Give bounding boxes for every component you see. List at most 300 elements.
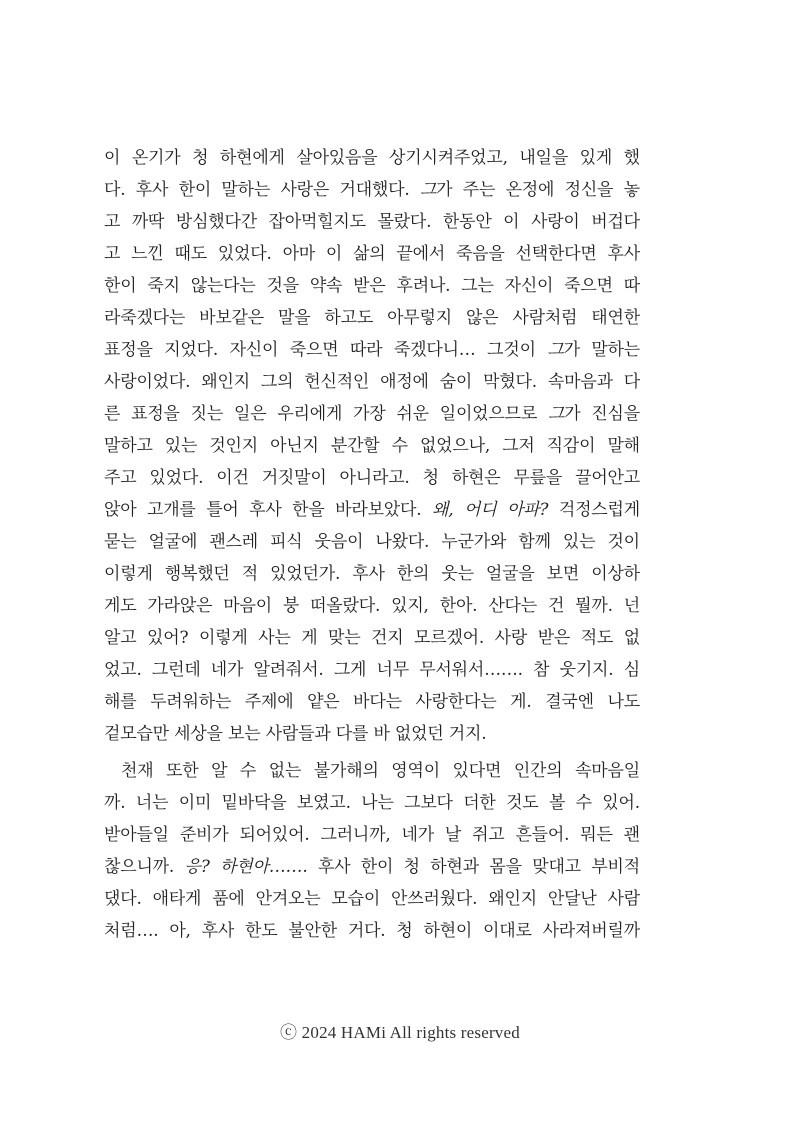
text: 걱정스럽게 bbox=[558, 500, 640, 520]
text: 얼굴에 bbox=[148, 532, 198, 552]
word bbox=[487, 334, 536, 366]
text: 사람 bbox=[607, 889, 640, 909]
text: 죽으면 bbox=[289, 340, 339, 360]
text: 말해 bbox=[607, 436, 640, 456]
text: 있었던가. bbox=[270, 564, 341, 584]
text: 없 bbox=[623, 628, 640, 648]
word bbox=[394, 334, 476, 366]
word bbox=[180, 819, 229, 851]
word bbox=[624, 270, 640, 302]
word bbox=[624, 654, 640, 686]
text: 진심을 bbox=[591, 404, 640, 424]
word bbox=[353, 238, 385, 270]
word bbox=[575, 755, 640, 787]
word bbox=[245, 915, 277, 947]
word bbox=[266, 718, 331, 750]
text: 막혔다. bbox=[483, 372, 537, 392]
word bbox=[624, 142, 640, 174]
text: 함께 bbox=[518, 532, 551, 552]
word bbox=[334, 654, 366, 686]
word bbox=[174, 238, 206, 270]
text: 댔다. bbox=[104, 889, 142, 909]
text: 했 bbox=[623, 148, 640, 168]
word bbox=[270, 558, 340, 590]
word bbox=[443, 206, 492, 238]
word bbox=[104, 398, 120, 430]
word bbox=[153, 883, 202, 915]
word bbox=[104, 174, 125, 206]
word bbox=[440, 366, 472, 398]
text: 후사 bbox=[135, 180, 169, 200]
text: 묻는 bbox=[104, 532, 137, 552]
word bbox=[419, 654, 523, 686]
word bbox=[310, 270, 342, 302]
word bbox=[591, 398, 640, 430]
text: 가 bbox=[563, 340, 580, 360]
word bbox=[591, 334, 640, 366]
text: 한이 bbox=[104, 276, 137, 296]
word bbox=[581, 622, 613, 654]
word bbox=[565, 174, 614, 206]
text: 한의 bbox=[396, 564, 430, 584]
word bbox=[104, 206, 120, 238]
word bbox=[560, 654, 614, 686]
word bbox=[230, 334, 279, 366]
text: 이 bbox=[104, 148, 121, 168]
word bbox=[420, 174, 452, 206]
word bbox=[453, 755, 502, 787]
text: 거지. bbox=[448, 724, 487, 744]
text: 건지 bbox=[371, 628, 404, 648]
text: 보면 bbox=[546, 564, 580, 584]
word bbox=[220, 851, 307, 883]
text: 아무렇지 bbox=[387, 308, 452, 328]
word bbox=[283, 590, 299, 622]
text-line bbox=[104, 686, 640, 718]
text: 흔들어. bbox=[515, 825, 570, 845]
text: 이 bbox=[503, 212, 520, 232]
word bbox=[211, 755, 227, 787]
word bbox=[296, 142, 377, 174]
text: 없었던 bbox=[394, 724, 444, 744]
word bbox=[502, 430, 534, 462]
text: 알려줘서. bbox=[253, 660, 324, 680]
word bbox=[104, 686, 136, 718]
text: 아마 bbox=[282, 244, 316, 264]
word bbox=[104, 334, 153, 366]
text: 없는 bbox=[268, 761, 302, 781]
word bbox=[361, 787, 393, 819]
text: 살아있음을 bbox=[296, 148, 378, 168]
text: 말하고 bbox=[104, 436, 153, 456]
text: 아, bbox=[169, 921, 191, 941]
italic-text: 응? bbox=[184, 857, 210, 877]
word bbox=[402, 819, 434, 851]
text: 끌어안고 bbox=[575, 468, 640, 488]
text: 한동안 bbox=[442, 212, 492, 232]
text: 한아. bbox=[439, 596, 478, 616]
text: 잡아먹힐지도 bbox=[268, 212, 366, 232]
word bbox=[391, 590, 429, 622]
word bbox=[132, 206, 164, 238]
word bbox=[380, 366, 429, 398]
word bbox=[136, 787, 168, 819]
word bbox=[166, 755, 198, 787]
word bbox=[580, 142, 612, 174]
word bbox=[310, 590, 380, 622]
text: 있게 bbox=[579, 148, 613, 168]
text: 고개를 bbox=[146, 500, 196, 520]
word bbox=[352, 558, 384, 590]
word bbox=[277, 398, 342, 430]
text: 있어. bbox=[602, 793, 640, 813]
word bbox=[199, 622, 248, 654]
text: 그저 bbox=[502, 436, 535, 456]
text: 있지, bbox=[391, 596, 429, 616]
word bbox=[328, 622, 360, 654]
text: 청 bbox=[396, 921, 413, 941]
word bbox=[591, 206, 640, 238]
word bbox=[253, 654, 323, 686]
word bbox=[221, 174, 270, 206]
text: 따 bbox=[623, 276, 640, 296]
text: 안달난 bbox=[547, 889, 597, 909]
text: 그런데 bbox=[151, 660, 201, 680]
text: 정신을 bbox=[564, 180, 614, 200]
text: 가장 bbox=[353, 404, 386, 424]
text: 바라보았다. bbox=[335, 500, 422, 520]
text: 그러니까, bbox=[320, 825, 391, 845]
text: 사랑은 bbox=[280, 180, 330, 200]
word bbox=[519, 142, 568, 174]
text: 넌 bbox=[623, 596, 640, 616]
word bbox=[104, 462, 136, 494]
word bbox=[104, 883, 142, 915]
word bbox=[440, 398, 537, 430]
word bbox=[506, 787, 538, 819]
word bbox=[348, 915, 386, 947]
word bbox=[559, 494, 640, 526]
word bbox=[152, 654, 201, 686]
text: 때도 bbox=[174, 244, 207, 264]
text: 그게 bbox=[333, 660, 367, 680]
word bbox=[353, 270, 385, 302]
text: 사람처럼 bbox=[512, 308, 578, 328]
word bbox=[261, 366, 293, 398]
word bbox=[202, 915, 234, 947]
text: 안겨오는 bbox=[255, 889, 321, 909]
text-line bbox=[104, 590, 640, 622]
word bbox=[104, 819, 169, 851]
word bbox=[176, 206, 257, 238]
word bbox=[340, 462, 410, 494]
word bbox=[463, 787, 495, 819]
text: 또한 bbox=[166, 761, 199, 781]
word bbox=[104, 494, 136, 526]
text: 사랑한다는 bbox=[415, 692, 497, 712]
word bbox=[165, 430, 197, 462]
word bbox=[445, 819, 461, 851]
word bbox=[199, 302, 264, 334]
word bbox=[513, 462, 562, 494]
word bbox=[104, 558, 153, 590]
word bbox=[331, 883, 380, 915]
word bbox=[549, 787, 565, 819]
text: 네가 bbox=[210, 660, 244, 680]
text: 나는 bbox=[361, 793, 394, 813]
text: 알고 bbox=[104, 628, 137, 648]
text: 숨이 bbox=[439, 372, 473, 392]
text: 표정을 bbox=[104, 340, 153, 360]
word bbox=[245, 686, 294, 718]
text: 한이 bbox=[360, 857, 394, 877]
text: 해를 bbox=[104, 692, 137, 712]
word bbox=[547, 558, 579, 590]
text-line bbox=[104, 851, 640, 883]
word bbox=[516, 238, 597, 270]
text: 후사 bbox=[352, 564, 385, 584]
text: 두려워하는 bbox=[150, 692, 232, 712]
word bbox=[548, 590, 564, 622]
word bbox=[607, 430, 639, 462]
text: 분간할 bbox=[330, 436, 380, 456]
text: 웃기지. bbox=[559, 660, 614, 680]
text-line bbox=[104, 494, 640, 526]
text: 가 bbox=[564, 404, 581, 424]
text: 수 bbox=[575, 793, 592, 813]
word bbox=[576, 787, 592, 819]
word bbox=[104, 915, 158, 947]
text-line bbox=[104, 755, 640, 787]
word bbox=[270, 526, 302, 558]
text: 죽지 bbox=[147, 276, 180, 296]
text: 네가 bbox=[401, 825, 434, 845]
text: 있었다. bbox=[217, 244, 272, 264]
text: 그의 bbox=[260, 372, 294, 392]
text: 무릎을 bbox=[513, 468, 563, 488]
word bbox=[489, 851, 521, 883]
word bbox=[179, 174, 211, 206]
text: 몰랐다. bbox=[377, 212, 432, 232]
paragraph-2 bbox=[104, 755, 640, 947]
text: 표정을 bbox=[131, 404, 180, 424]
word bbox=[575, 462, 640, 494]
copyright-footer: ⓒ 2024 HAMi All rights reserved bbox=[280, 1023, 520, 1042]
text: 수 bbox=[391, 436, 408, 456]
word bbox=[395, 718, 444, 750]
text: 이 bbox=[325, 244, 343, 264]
word bbox=[463, 174, 495, 206]
text: 주는 bbox=[462, 180, 496, 200]
word bbox=[209, 526, 258, 558]
word bbox=[532, 851, 581, 883]
text: 건 bbox=[547, 596, 565, 616]
italic-text: 그 bbox=[547, 404, 565, 424]
word bbox=[104, 238, 120, 270]
text: 선택한다면 bbox=[515, 244, 597, 264]
text: 청 bbox=[422, 468, 439, 488]
word bbox=[514, 755, 563, 787]
text: 더한 bbox=[463, 793, 496, 813]
text: 것을 bbox=[266, 276, 299, 296]
word bbox=[104, 270, 136, 302]
text: 받아들일 bbox=[104, 825, 169, 845]
text: 사람들과 bbox=[265, 724, 331, 744]
word bbox=[456, 238, 505, 270]
text-line bbox=[104, 206, 640, 238]
word bbox=[150, 686, 231, 718]
text: 사랑이 bbox=[530, 212, 580, 232]
text: 그것이 bbox=[487, 340, 536, 360]
text: 세상을 bbox=[174, 724, 223, 744]
text-line bbox=[104, 915, 640, 947]
word bbox=[269, 755, 301, 787]
word bbox=[104, 302, 185, 334]
word bbox=[373, 718, 389, 750]
word bbox=[147, 622, 188, 654]
text: 한도 bbox=[244, 921, 278, 941]
word bbox=[506, 174, 555, 206]
text: 결국엔 bbox=[545, 692, 594, 712]
text-line bbox=[104, 366, 640, 398]
text: 가 bbox=[436, 180, 453, 200]
text: 이렇게 bbox=[104, 564, 153, 584]
text: 보는 bbox=[228, 724, 261, 744]
word bbox=[503, 206, 519, 238]
word bbox=[440, 590, 478, 622]
text: 느낀 bbox=[131, 244, 164, 264]
word bbox=[280, 174, 329, 206]
text: 아니라고. bbox=[339, 468, 410, 488]
word bbox=[339, 174, 409, 206]
text: 않은 bbox=[465, 308, 499, 328]
text: 천재 bbox=[121, 761, 154, 781]
text: 품에 bbox=[212, 889, 245, 909]
word bbox=[391, 755, 440, 787]
text: 삶의 bbox=[353, 244, 386, 264]
word bbox=[335, 494, 421, 526]
word bbox=[563, 526, 595, 558]
word bbox=[486, 558, 535, 590]
text: 후사 bbox=[201, 921, 235, 941]
text: 하고도 bbox=[324, 308, 374, 328]
word bbox=[375, 526, 429, 558]
word bbox=[531, 206, 580, 238]
text: 하현은 bbox=[451, 468, 501, 488]
text: 날 bbox=[444, 825, 462, 845]
word bbox=[256, 883, 321, 915]
text: 이대로 bbox=[483, 921, 532, 941]
text: 얼굴을 bbox=[485, 564, 535, 584]
text: 내일을 bbox=[519, 148, 569, 168]
text: 다 bbox=[623, 372, 640, 392]
text: 끝에서 bbox=[396, 244, 446, 264]
text: 것이 bbox=[607, 532, 640, 552]
text-line bbox=[104, 174, 640, 206]
word bbox=[136, 174, 168, 206]
word bbox=[320, 819, 390, 851]
word bbox=[315, 526, 364, 558]
word bbox=[104, 851, 174, 883]
word bbox=[607, 526, 639, 558]
word bbox=[533, 654, 549, 686]
word bbox=[304, 366, 369, 398]
word bbox=[147, 270, 179, 302]
text: 참 bbox=[533, 660, 550, 680]
text: 청 bbox=[403, 857, 420, 877]
word bbox=[121, 755, 153, 787]
word bbox=[396, 915, 412, 947]
italic-text: 그 bbox=[547, 340, 564, 360]
text: 모습이 bbox=[331, 889, 381, 909]
word bbox=[591, 302, 640, 334]
text: 가라앉은 bbox=[147, 596, 213, 616]
word bbox=[336, 718, 368, 750]
word bbox=[164, 334, 218, 366]
text: 받은 bbox=[353, 276, 386, 296]
word bbox=[270, 430, 319, 462]
text: 떠올랐다. bbox=[310, 596, 381, 616]
text: 수 bbox=[239, 761, 257, 781]
text: 자신이 bbox=[504, 276, 554, 296]
text: 뭐든 bbox=[580, 825, 613, 845]
word bbox=[350, 334, 382, 366]
word bbox=[547, 334, 579, 366]
text: 밑바닥을 bbox=[221, 793, 287, 813]
word bbox=[185, 851, 210, 883]
text: 말하는 bbox=[221, 180, 271, 200]
text: 맞대고 bbox=[532, 857, 581, 877]
text: 것도 bbox=[506, 793, 539, 813]
text: 심 bbox=[623, 660, 640, 680]
text-line bbox=[104, 462, 640, 494]
text: 불안한 bbox=[288, 921, 337, 941]
word bbox=[624, 622, 640, 654]
text: 게. bbox=[510, 692, 532, 712]
text: 찮으니까. bbox=[104, 857, 175, 877]
text: 나왔다. bbox=[375, 532, 430, 552]
italic-text: 그 bbox=[419, 180, 437, 200]
text: 마음이 bbox=[223, 596, 272, 616]
word bbox=[510, 686, 531, 718]
text: 붕 bbox=[282, 596, 300, 616]
text: 이미 bbox=[178, 793, 212, 813]
word bbox=[234, 398, 266, 430]
text: 산다는 bbox=[488, 596, 537, 616]
text-line bbox=[104, 526, 640, 558]
word bbox=[461, 270, 493, 302]
text: 죽겠다니… bbox=[393, 340, 476, 360]
word bbox=[608, 883, 640, 915]
word bbox=[169, 915, 190, 947]
word bbox=[331, 430, 380, 462]
text-line bbox=[104, 398, 640, 430]
word bbox=[191, 398, 223, 430]
text: 게 bbox=[301, 628, 318, 648]
text: 왜인지 bbox=[201, 372, 250, 392]
word bbox=[452, 462, 501, 494]
text: 우리에게 bbox=[277, 404, 343, 424]
word bbox=[432, 494, 453, 526]
text: 앉아 bbox=[104, 500, 137, 520]
text: 방심했다간 bbox=[175, 212, 257, 232]
text: 쥐고 bbox=[472, 825, 505, 845]
text: 짓는 bbox=[190, 404, 224, 424]
text: 애타게 bbox=[152, 889, 202, 909]
text: 거다. bbox=[347, 921, 386, 941]
word bbox=[624, 366, 640, 398]
word bbox=[147, 494, 196, 526]
